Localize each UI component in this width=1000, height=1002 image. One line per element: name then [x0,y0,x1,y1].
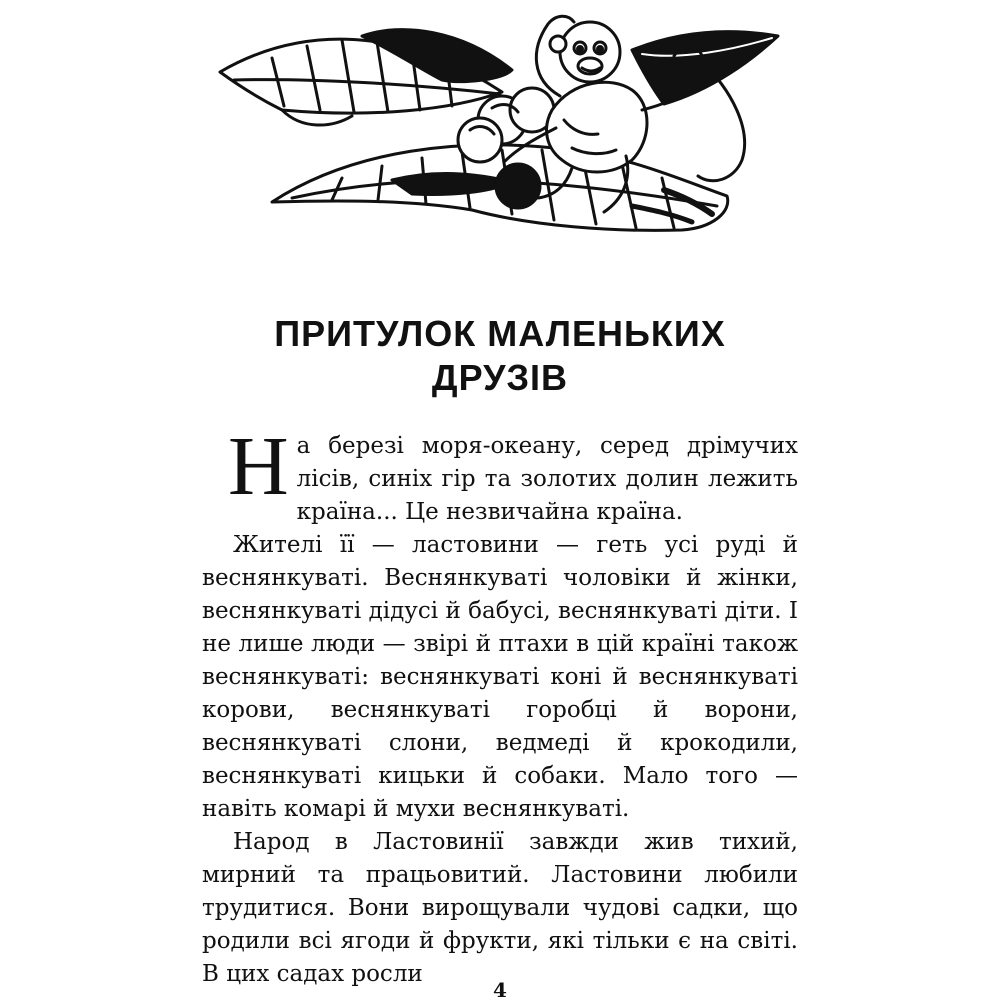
chapter-illustration [212,0,792,240]
page-number: 4 [493,978,507,1002]
monkey-on-leaves-drawing [212,0,792,240]
paragraph-1 [202,420,798,529]
chapter-body [202,420,798,991]
chapter-title-line-2: ДРУЗІВ [431,357,569,398]
chapter-title [200,312,800,400]
paragraph-1-text: а березі моря-океану, серед дрімучих лісів, синіх гір та золотих долин лежить країна... Це незвичайна країна. [296,433,798,525]
drop-cap: Н [228,420,289,513]
chapter-title-line-1: ПРИТУЛОК МАЛЕНЬКИХ [274,313,726,354]
paragraph-3: Народ в Ластовинії завжди жив тихий, мирний та працьовитий. Ластовини любили трудитися. Вони вирощували чудові садки, що родили всі ягоди й фрукти, які тільки є на світі. В цих садах росли [202,829,798,987]
paragraph-2: Жителі її — ластовини — геть усі руді й веснянкуваті. Веснянкуваті чоловіки й жінки, веснянкуваті дідусі й бабусі, веснянкуваті діти. І не лише люди — звірі й птахи в цій країні також веснянкуваті: веснянкуваті коні й веснянкуваті корови, веснянкуваті горобці й ворони, веснянкуваті слони, ведмеді й крокодили, веснянкуваті кицьки й собаки. Мало того — навіть комарі й мухи веснянкуваті. [202,532,798,822]
